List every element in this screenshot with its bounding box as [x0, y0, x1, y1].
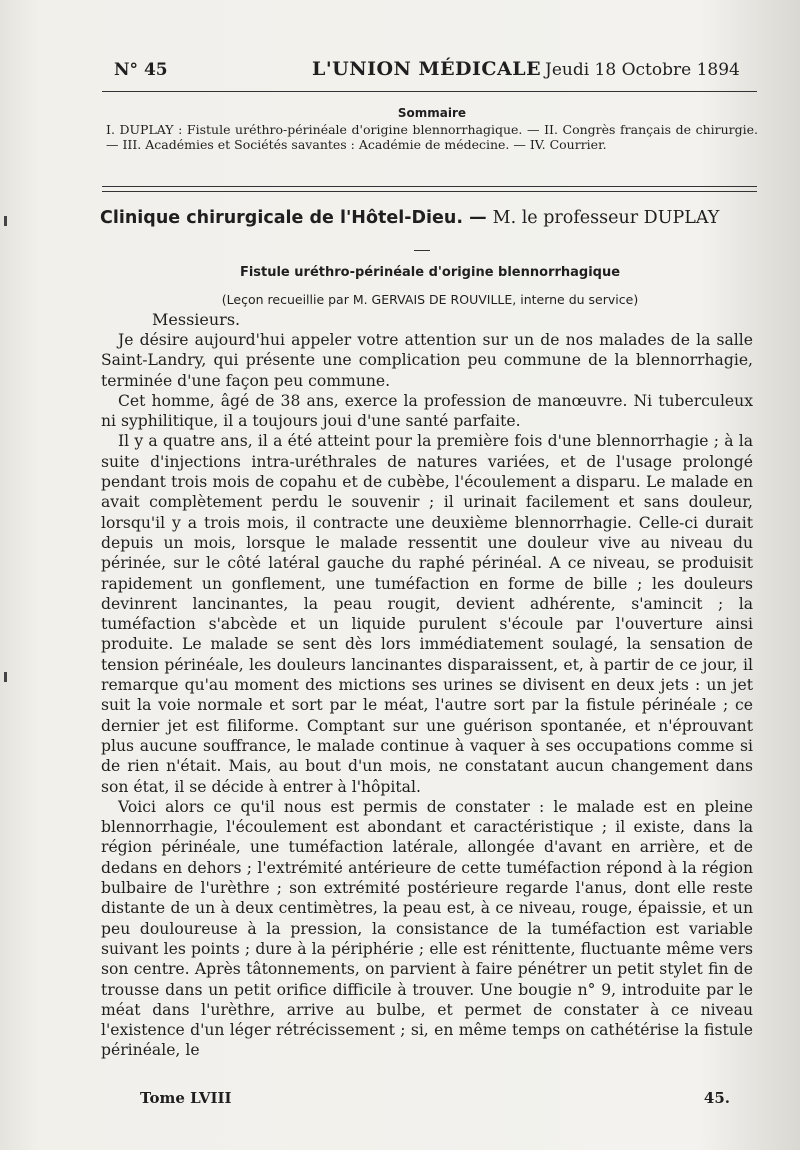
page-header	[100, 58, 760, 88]
volume-number: Tome LVIII	[140, 1089, 232, 1107]
title-dash	[414, 250, 430, 251]
summary-rule-top	[102, 186, 757, 187]
paragraph: Il y a quatre ans, il a été atteint pour la première fois d'une blennorrhagie ; à la suite d'injections intra-uréthrales de natures variées, et de l'usage prolongé pendant trois mois de copahu et de cubèbe, l'écoulement a disparu. Le malade en avait complètement perdu le souvenir ; il urinait facilement et sans douleur, lorsqu'il y a trois mois, il contracte une deuxième blennorrhagie. Celle-ci durait depuis un mois, lorsque le malade ressentit une douleur vive au niveau du périnée, sur le côté latéral gauche du raphé périnéal. A ce niveau, se produisit rapidement un gonflement, une tuméfaction en forme de bille ; les douleurs devinrent lancinantes, la peau rougit, devient adhérente, s'amincit ; la tuméfaction s'abcède et un liquide purulent s'écoule par l'ouverture ainsi produite. Le malade se sent dès lors immédiatement soulagé, la sensation de tension périnéale, les douleurs lancinantes disparaissent, et, à partir de ce jour, il remarque qu'au moment des mictions ses urines se divisent en deux jets : un jet suit la voie normale et sort par le méat, l'autre sort par la fistule périnéale ; ce dernier jet est filiforme. Comptant sur une guérison spontanée, et n'éprouvant plus aucune souffrance, le malade continue à vaquer à ses occupations comme si de rien n'était. Mais, au bout d'un mois, ne constatant aucun changement dans son état, il se décide à entrer à l'hôpital.	[101, 432, 753, 796]
paragraph: Voici alors ce qu'il nous est permis de constater : le malade est en pleine blennorrhagie, l'écoulement est abondant et caractéristique ; il existe, dans la région périnéale, une tuméfaction latérale, allongée d'avant en arrière, et de dedans en dehors ; l'extrémité antérieure de cette tuméfaction répond à la région bulbaire de l'urèthre ; son extrémité postérieure regarde l'anus, dont elle reste distante de un à deux centimètres, la peau est, à ce niveau, rouge, épaissie, et un peu douloureuse à la pression, la consistance de la tuméfaction est variable suivant les points ; dure à la périphérie ; elle est rénittente, fluctuante même vers son centre. Après tâtonnements, on parvient à faire pénétrer un petit stylet fin de trousse dans un petit orifice difficile à trouver. Une bougie n° 9, introduite par le méat dans l'urèthre, arrive au bulbe, et permet de constater à ce niveau l'existence d'un léger rétrécissement ; si, en même temps on cathétérise la fistule périnéale, le	[101, 797, 753, 1060]
lecture-note: (Leçon recueillie par M. GERVAIS DE ROUVILLE, interne du service)	[221, 292, 639, 307]
issue-number: N° 45	[114, 60, 168, 80]
margin-mark	[4, 672, 7, 682]
issue-date: Jeudi 18 Octobre 1894	[545, 60, 740, 80]
article-body	[101, 330, 753, 1061]
paragraph: Je désire aujourd'hui appeler votre attention sur un de nos malades de la salle Saint-Landry, qui présente une complication peu commune de la blennorrhagie, terminée d'une façon peu commune.	[101, 331, 753, 390]
header-rule	[102, 91, 757, 92]
page-number: 45.	[703, 1089, 730, 1107]
margin-mark	[4, 216, 7, 226]
salutation: Messieurs.	[152, 310, 241, 329]
article-title	[100, 208, 760, 228]
summary-title: Sommaire	[397, 106, 467, 120]
article-heading: Clinique chirurgicale de l'Hôtel-Dieu. —	[100, 208, 493, 228]
summary-rule-bottom	[102, 191, 757, 192]
summary-box	[106, 106, 758, 152]
summary-text: I. DUPLAY : Fistule uréthro-périnéale d'origine blennorrhagique. — II. Congrès français de chirurgie. — III. Académies et Sociétés savantes : Académie de médecine. — IV. Courrier.	[106, 122, 758, 152]
article-subtitle: Fistule uréthro-périnéale d'origine blennorrhagique	[239, 265, 621, 280]
journal-name: L'UNION MÉDICALE	[312, 58, 542, 80]
page-footer	[140, 1089, 730, 1113]
article-professor: M. le professeur DUPLAY	[492, 208, 720, 228]
paragraph: Cet homme, âgé de 38 ans, exerce la profession de manœuvre. Ni tuberculeux ni syphilitique, il a toujours joui d'une santé parfaite.	[101, 391, 753, 431]
